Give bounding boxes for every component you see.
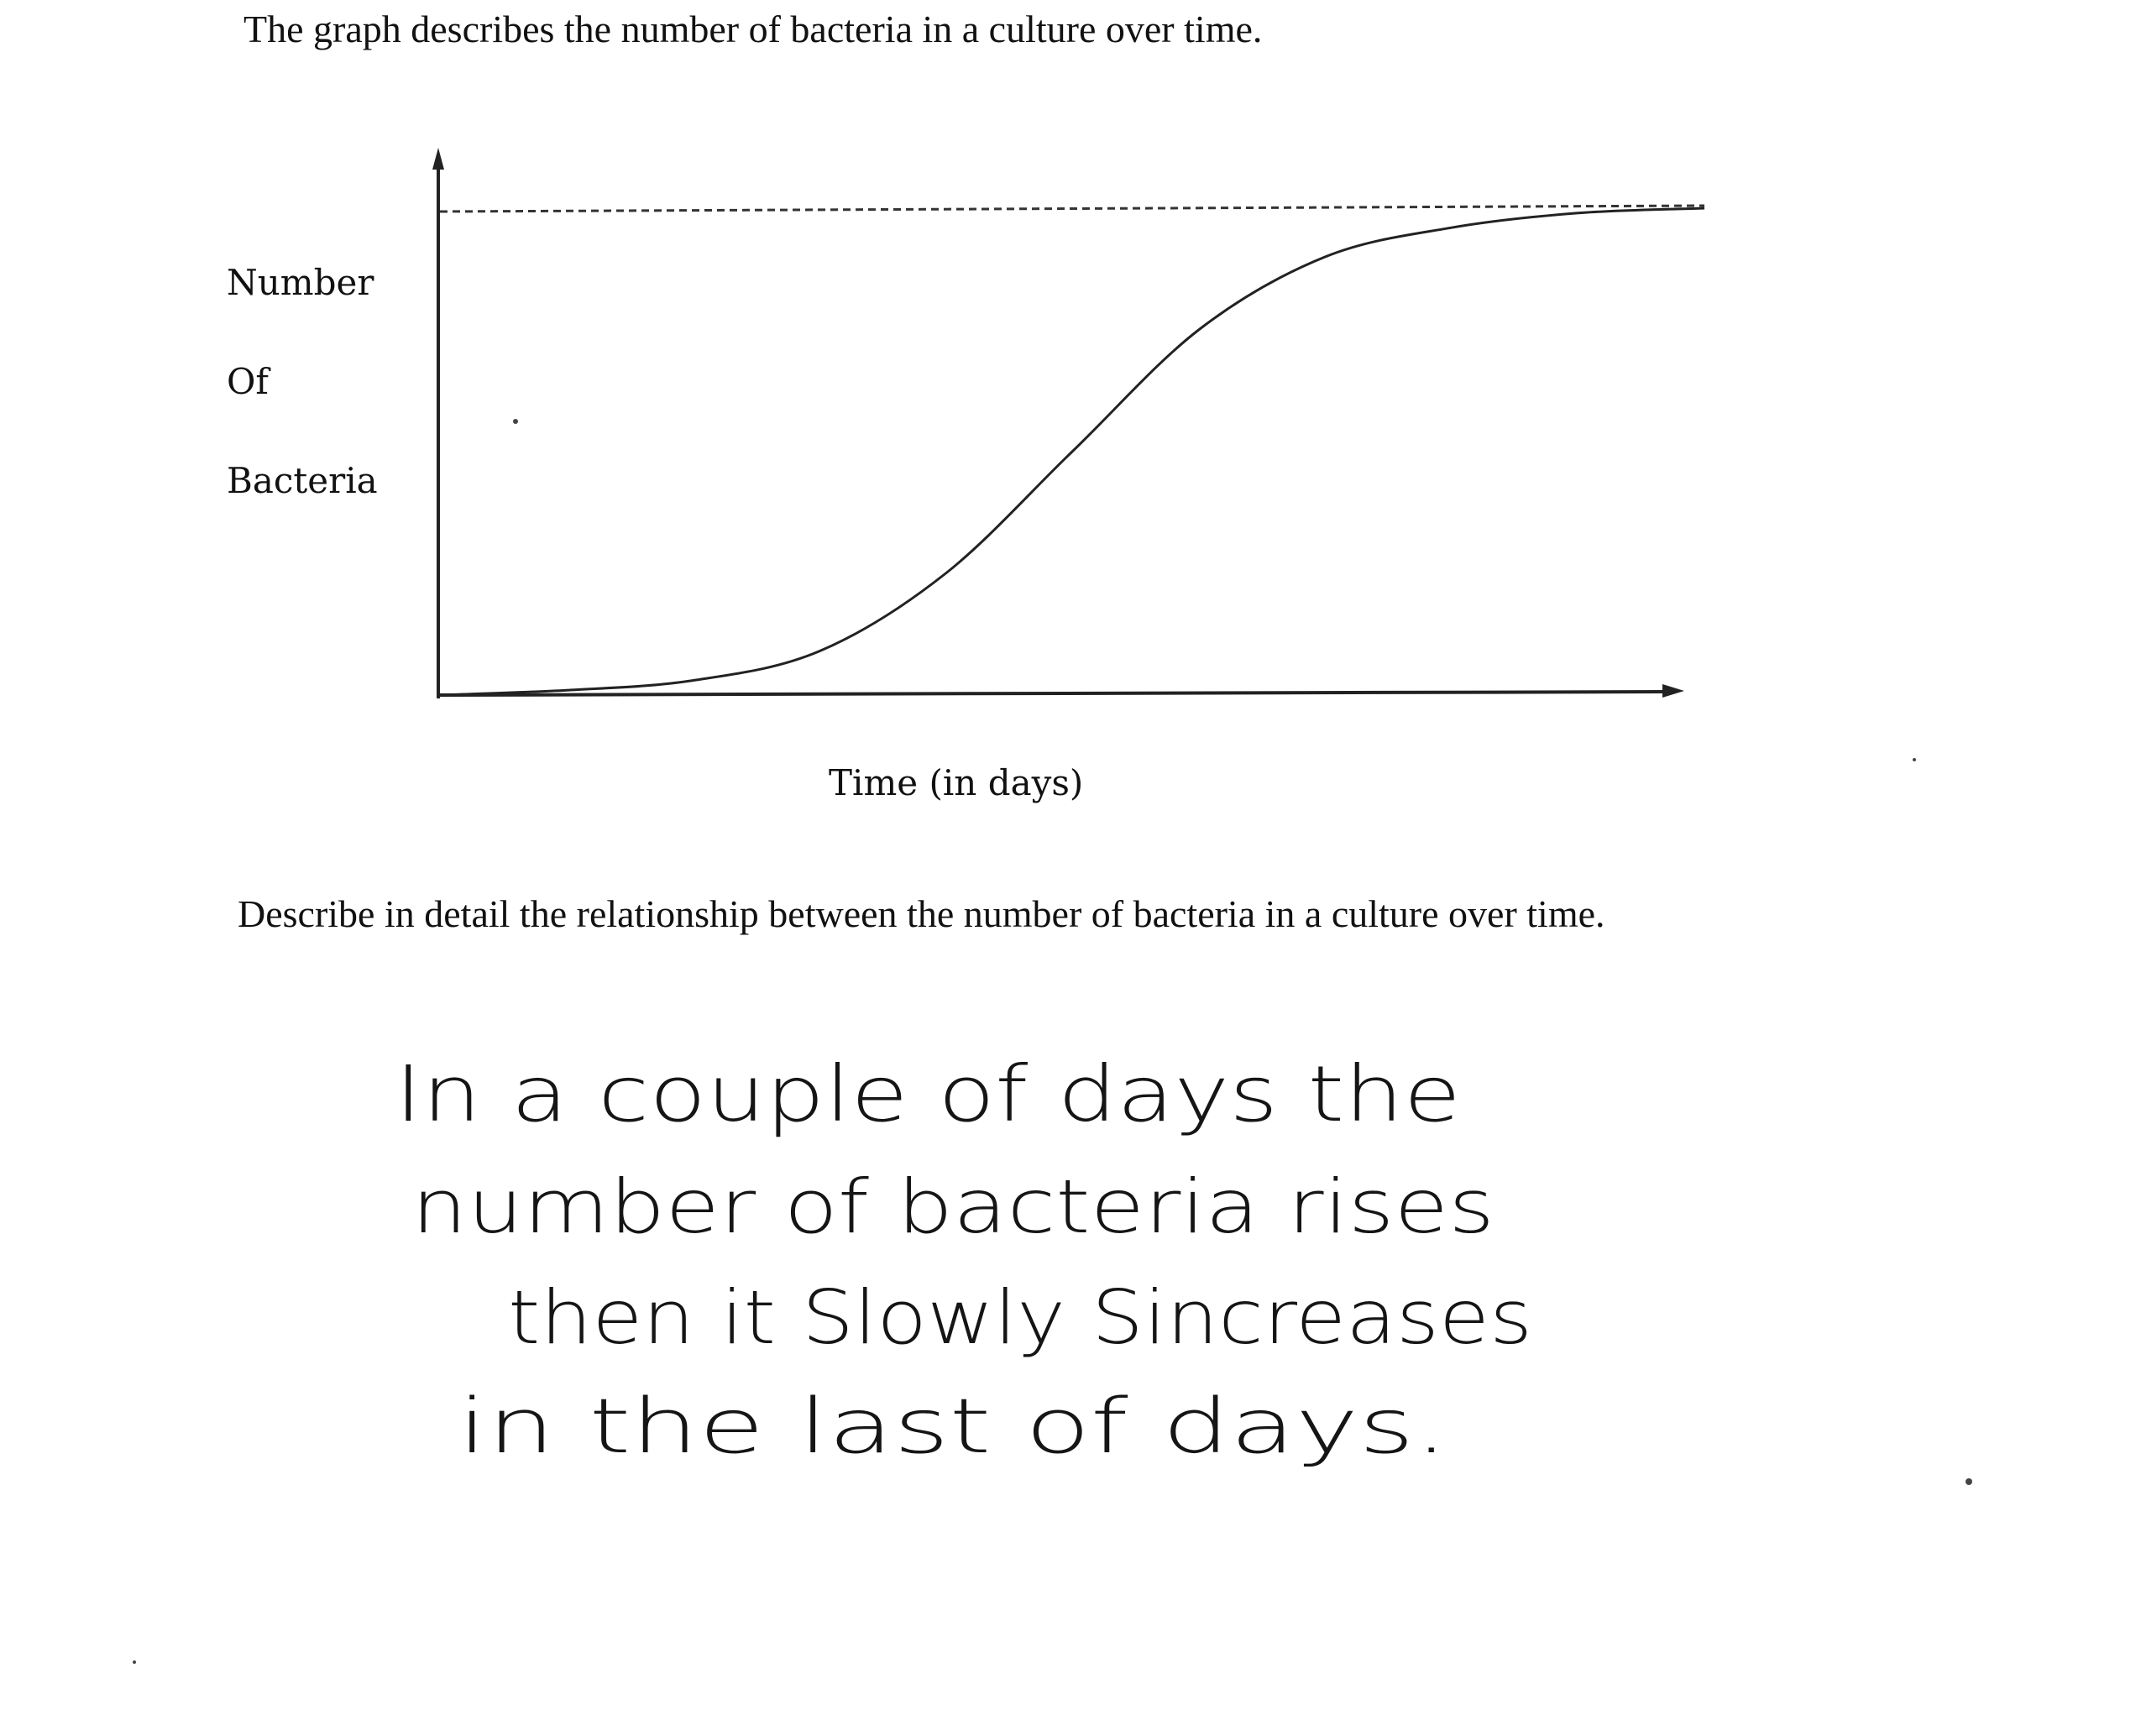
answer-line-3: then it Slowly Sincreases <box>508 1274 1532 1361</box>
y-axis-label-line-1: Number <box>227 262 374 303</box>
growth-curve <box>440 208 1704 695</box>
question-intro: The graph describes the number of bacteria in a culture over time. <box>243 8 1263 50</box>
x-axis-arrow <box>1662 684 1684 698</box>
scan-speck <box>513 419 518 424</box>
scan-speck <box>1913 758 1916 761</box>
y-axis-label-line-3: Bacteria <box>227 460 378 501</box>
answer-line-1: In a couple of days the <box>395 1049 1461 1139</box>
y-axis-arrow <box>432 148 444 170</box>
scan-speck <box>133 1660 136 1664</box>
y-axis-label-line-2: Of <box>227 361 269 402</box>
question-prompt: Describe in detail the relationship between the number of bacteria in a culture over time. <box>238 892 1605 935</box>
x-axis-label: Time (in days) <box>829 762 1084 803</box>
answer-line-2: number of bacteria rises <box>411 1163 1495 1250</box>
answer-line-4: in the last of days. <box>458 1383 1448 1471</box>
x-axis <box>438 692 1667 695</box>
scan-speck <box>1966 1478 1972 1485</box>
asymptote-line <box>440 206 1704 212</box>
